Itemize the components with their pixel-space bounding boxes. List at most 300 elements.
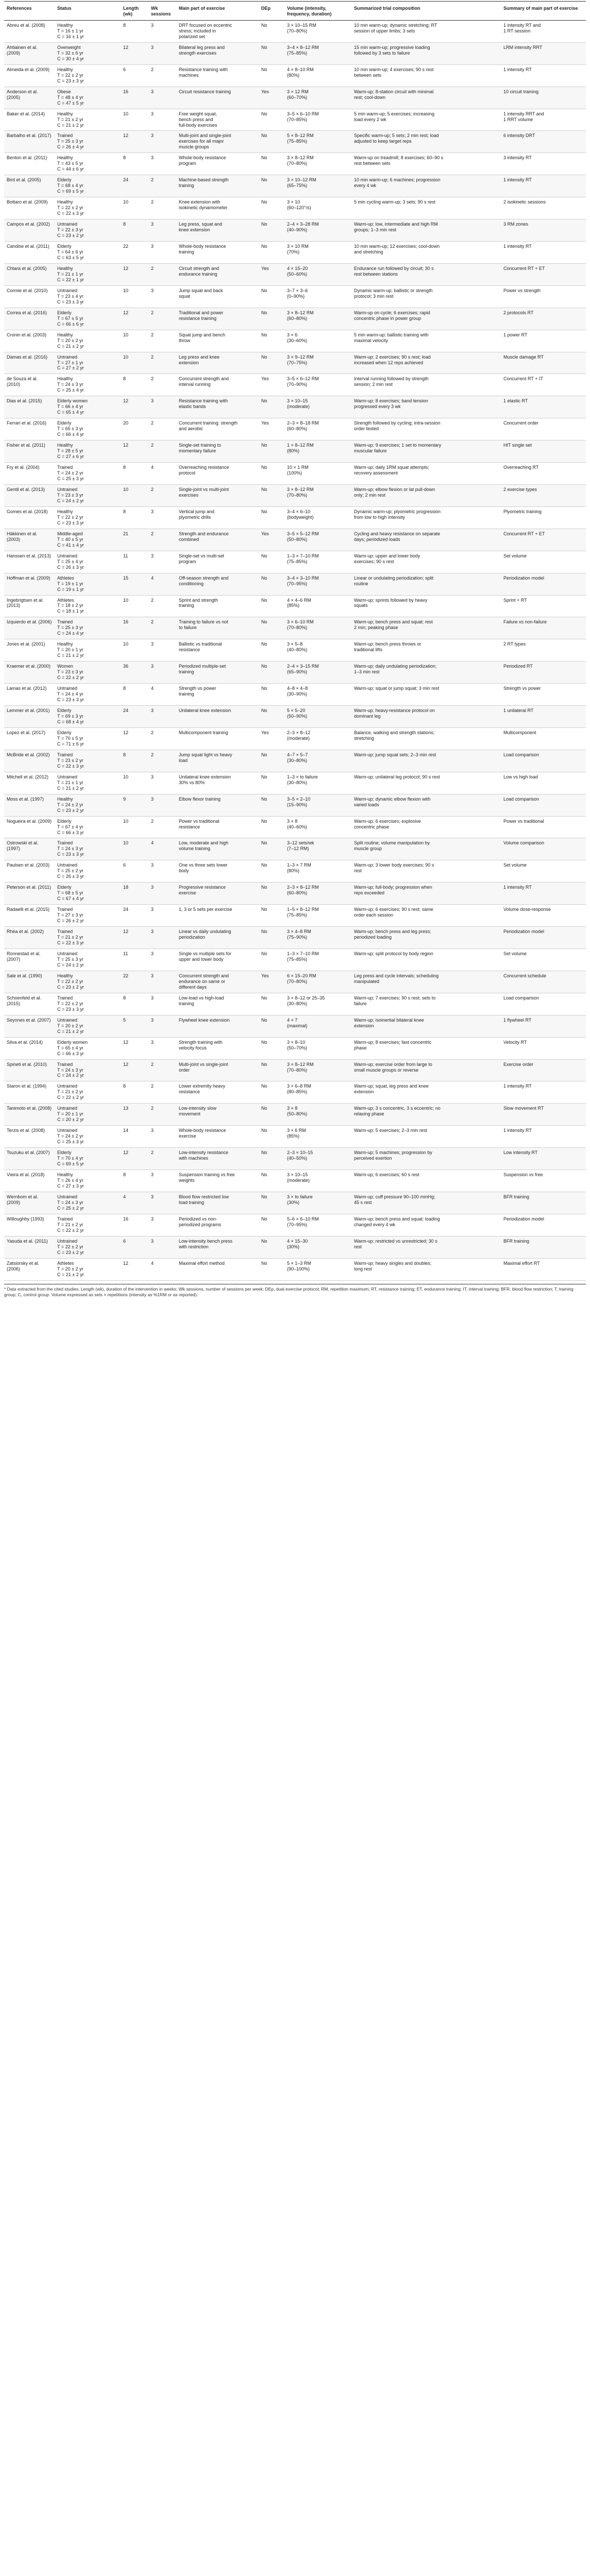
length-cell: 14 (121, 1126, 148, 1148)
composition-cell: Warm-up; 9 exercises; 1 set to momentary muscular failure (351, 440, 501, 463)
exercise-cell: Resistance training with machines (176, 64, 259, 87)
sessions-cell: 2 (148, 1059, 176, 1081)
composition-cell: Warm-up; 3 s concentric, 3 s eccentric; no relaxing phase (351, 1104, 501, 1126)
sessions-cell: 3 (148, 219, 176, 242)
composition-cell: 10 min warm-up; dynamic stretching; RT session of upper limbs; 3 sets (351, 20, 501, 42)
volume-cell: 3 × 8–12 RM (70–80%) (284, 153, 351, 175)
summary-cell: 1 elastic RT (501, 396, 586, 418)
column-header-sessions: Wk sessions (148, 2, 176, 21)
table-row (4, 285, 586, 308)
volume-cell: 3 × 10 (60–120°/s) (284, 197, 351, 219)
reference-cell: Terzis et al. (2008) (4, 1126, 55, 1148)
exercise-cell: Squat jump and bench throw (176, 330, 259, 352)
reference-cell: Izquierdo et al. (2006) (4, 617, 55, 639)
length-cell: 6 (121, 64, 148, 87)
status-cell: Obese T = 48 ± 4 yr C = 47 ± 5 yr (55, 87, 121, 109)
composition-cell: Warm-up; unilateral leg protocol; 90 s rest (351, 772, 501, 794)
reference-cell: Lopez et al. (2017) (4, 727, 55, 750)
table-row (4, 352, 586, 374)
reference-cell: Ahtiainen et al. (2009) (4, 42, 55, 64)
volume-cell: 4 × 7 (maximal) (284, 1015, 351, 1037)
reference-cell: Baker et al. (2014) (4, 109, 55, 131)
reference-cell: Damas et al. (2016) (4, 352, 55, 374)
column-header-length: Length (wk) (121, 2, 148, 21)
reference-cell: Benton et al. (2011) (4, 153, 55, 175)
summary-cell: Volume dose-response (501, 905, 586, 927)
reference-cell: Dias et al. (2015) (4, 396, 55, 418)
length-cell: 11 (121, 551, 148, 573)
composition-cell: Warm-up; daily 1RM squat attempts; recovery assessment (351, 463, 501, 485)
table-row (4, 20, 586, 42)
dep-cell: No (259, 484, 284, 506)
table-row (4, 418, 586, 440)
table-row (4, 639, 586, 662)
table-row (4, 1081, 586, 1104)
dep-cell: No (259, 463, 284, 485)
dep-cell: No (259, 1037, 284, 1059)
table-row (4, 1148, 586, 1170)
status-cell: Elderly T = 68 ± 5 yr C = 67 ± 4 yr (55, 883, 121, 905)
summary-cell: 1 intensity RT (501, 883, 586, 905)
summary-cell: Overreaching RT (501, 463, 586, 485)
exercise-cell: Leg press, squat and knee extension (176, 219, 259, 242)
exercise-cell: Leg press and knee extension (176, 352, 259, 374)
sessions-cell: 3 (148, 1170, 176, 1192)
length-cell: 8 (121, 993, 148, 1015)
table-row (4, 993, 586, 1015)
summary-cell: 3 intensity RT (501, 153, 586, 175)
volume-cell: 3 × 6 RM (85%) (284, 1126, 351, 1148)
sessions-cell: 2 (148, 727, 176, 750)
sessions-cell: 2 (148, 750, 176, 772)
length-cell: 11 (121, 949, 148, 971)
volume-cell: 2–3 × 10–15 (40–50%) (284, 1148, 351, 1170)
exercise-cell: Lower extremity heavy resistance (176, 1081, 259, 1104)
dep-cell: No (259, 595, 284, 617)
sessions-cell: 2 (148, 1104, 176, 1126)
table-row (4, 949, 586, 971)
dep-cell: No (259, 794, 284, 816)
status-cell: Trained T = 24 ± 3 yr C = 23 ± 3 yr (55, 838, 121, 860)
dep-cell: Yes (259, 263, 284, 285)
sessions-cell: 4 (148, 463, 176, 485)
dep-cell: No (259, 506, 284, 529)
reference-cell: Cronin et al. (2003) (4, 330, 55, 352)
exercise-cell: Circuit resistance training (176, 87, 259, 109)
table-row (4, 1015, 586, 1037)
composition-cell: Warm-up; bench press and leg press; periodized loading (351, 927, 501, 949)
summary-cell: Concurrent RT + ET (501, 529, 586, 551)
status-cell: Trained T = 27 ± 3 yr C = 26 ± 2 yr (55, 905, 121, 927)
volume-cell: 3 × 6–8 RM (80–85%) (284, 1081, 351, 1104)
reference-cell: Häkkinen et al. (2003) (4, 529, 55, 551)
volume-cell: 4–7 × 5–7 (30–80%) (284, 750, 351, 772)
dep-cell: Yes (259, 727, 284, 750)
reference-cell: Anderson et al. (2005) (4, 87, 55, 109)
volume-cell: 3 × 5–8 (40–80%) (284, 639, 351, 662)
reference-cell: Lamas et al. (2012) (4, 684, 55, 706)
volume-cell: 3 × 10–15 RM (70–80%) (284, 20, 351, 42)
table-header (4, 2, 586, 21)
summary-cell: Multicomponent (501, 727, 586, 750)
dep-cell: No (259, 838, 284, 860)
volume-cell: 6 × 15–20 RM (70–80%) (284, 971, 351, 993)
volume-cell: 5–6 × 6–10 RM (70–95%) (284, 1214, 351, 1236)
exercise-cell: Traditional and power resistance training (176, 308, 259, 330)
exercise-cell: Ballistic vs traditional resistance (176, 639, 259, 662)
status-cell: Elderly women T = 65 ± 4 yr C = 66 ± 3 yr (55, 1037, 121, 1059)
summary-cell: Load comparison (501, 794, 586, 816)
length-cell: 10 (121, 484, 148, 506)
volume-cell: 3 × 8 (40–60%) (284, 816, 351, 838)
volume-cell: 3–5 × 6–10 RM (70–85%) (284, 109, 351, 131)
volume-cell: 1–3 × 7–10 RM (75–85%) (284, 949, 351, 971)
summary-cell: 1 intensity RT (501, 1126, 586, 1148)
exercise-cell: Power vs traditional resistance (176, 816, 259, 838)
length-cell: 8 (121, 1081, 148, 1104)
reference-cell: Gomes et al. (2018) (4, 506, 55, 529)
reference-cell: McBride et al. (2002) (4, 750, 55, 772)
volume-cell: 1–3 × 7–10 RM (75–85%) (284, 551, 351, 573)
length-cell: 12 (121, 1148, 148, 1170)
reference-cell: Mitchell et al. (2012) (4, 772, 55, 794)
volume-cell: 3 × 10–12 RM (65–75%) (284, 175, 351, 197)
summary-cell: Periodized RT (501, 662, 586, 684)
summary-cell: Set volume (501, 949, 586, 971)
status-cell: Healthy T = 22 ± 2 yr C = 23 ± 3 yr (55, 64, 121, 87)
summary-cell: BFR training (501, 1192, 586, 1214)
exercise-cell: Elbow flexor training (176, 794, 259, 816)
reference-cell: Cormie et al. (2010) (4, 285, 55, 308)
dep-cell: No (259, 927, 284, 949)
summary-cell: Load comparison (501, 993, 586, 1015)
length-cell: 12 (121, 42, 148, 64)
volume-cell: 2–3 × 8–18 RM (60–80%) (284, 418, 351, 440)
composition-cell: Warm-up; 8 exercises; band tension progressed every 3 wk (351, 396, 501, 418)
sessions-cell: 2 (148, 263, 176, 285)
sessions-cell: 2 (148, 418, 176, 440)
composition-cell: Cycling and heavy resistance on separate days; periodized loads (351, 529, 501, 551)
length-cell: 10 (121, 285, 148, 308)
summary-cell: Sprint + RT (501, 595, 586, 617)
dep-cell: No (259, 109, 284, 131)
length-cell: 10 (121, 595, 148, 617)
dep-cell: No (259, 330, 284, 352)
volume-cell: 4 × 15–20 (50–60%) (284, 263, 351, 285)
table-row (4, 440, 586, 463)
exercise-cell: Multi-joint vs single-joint order (176, 1059, 259, 1081)
reference-cell: Seynnes et al. (2007) (4, 1015, 55, 1037)
table-row (4, 1037, 586, 1059)
length-cell: 4 (121, 1192, 148, 1214)
table-row (4, 506, 586, 529)
status-cell: Untrained T = 24 ± 4 yr C = 23 ± 3 yr (55, 684, 121, 706)
dep-cell: No (259, 639, 284, 662)
composition-cell: Warm-up; split protocol by body region (351, 949, 501, 971)
summary-cell: 1 intensity RT (501, 64, 586, 87)
volume-cell: 3 × 8–12 RM (70–80%) (284, 484, 351, 506)
status-cell: Untrained T = 22 ± 3 yr C = 23 ± 2 yr (55, 219, 121, 242)
status-cell: Middle-aged T = 40 ± 5 yr C = 41 ± 4 yr (55, 529, 121, 551)
dep-cell: No (259, 440, 284, 463)
composition-cell: 5 min warm-up; ballistic training with maximal velocity (351, 330, 501, 352)
table-row (4, 971, 586, 993)
table-row (4, 219, 586, 242)
dep-cell: No (259, 905, 284, 927)
table-row (4, 1214, 586, 1236)
composition-cell: Endurance run followed by circuit; 30 s rest between stations (351, 263, 501, 285)
reference-cell: Nogueira et al. (2009) (4, 816, 55, 838)
composition-cell: Specific warm-up; 5 sets; 2 min rest; load adjusted to keep target reps (351, 131, 501, 153)
sessions-cell: 2 (148, 197, 176, 219)
sessions-cell: 4 (148, 684, 176, 706)
volume-cell: 1–5 × 8–12 RM (75–85%) (284, 905, 351, 927)
dep-cell: Yes (259, 529, 284, 551)
reference-cell: Wernbom et al. (2009) (4, 1192, 55, 1214)
composition-cell: Warm-up; 6 exercises; explosive concentric phase (351, 816, 501, 838)
dep-cell: No (259, 219, 284, 242)
status-cell: Untrained T = 23 ± 4 yr C = 23 ± 3 yr (55, 285, 121, 308)
dep-cell: No (259, 551, 284, 573)
composition-cell: Warm-up; jump squat sets; 2–3 min rest (351, 750, 501, 772)
composition-cell: Linear or undulating periodization; split routine (351, 573, 501, 595)
sessions-cell: 3 (148, 506, 176, 529)
exercise-cell: Strength vs power training (176, 684, 259, 706)
status-cell: Untrained T = 25 ± 3 yr C = 24 ± 2 yr (55, 949, 121, 971)
reference-cell: Moss et al. (1997) (4, 794, 55, 816)
sessions-cell: 3 (148, 131, 176, 153)
status-cell: Elderly women T = 66 ± 4 yr C = 65 ± 4 yr (55, 396, 121, 418)
table-row (4, 794, 586, 816)
volume-cell: 3–5 × 6–12 RM (70–90%) (284, 374, 351, 396)
exercise-cell: Single-set training to momentary failure (176, 440, 259, 463)
table-row (4, 1236, 586, 1258)
exercise-cell: Low-load vs high-load training (176, 993, 259, 1015)
summary-cell: 6 intensity DRT (501, 131, 586, 153)
table-row (4, 772, 586, 794)
sessions-cell: 4 (148, 838, 176, 860)
dep-cell: No (259, 1015, 284, 1037)
exercise-cell: Unilateral knee extension (176, 706, 259, 728)
composition-cell: Warm-up; exercise order from large to small muscle groups or reverse (351, 1059, 501, 1081)
length-cell: 8 (121, 153, 148, 175)
summary-cell: Concurrent RT + IT (501, 374, 586, 396)
reference-cell: Tsuzuku et al. (2007) (4, 1148, 55, 1170)
status-cell: Untrained T = 25 ± 4 yr C = 26 ± 3 yr (55, 551, 121, 573)
volume-cell: 3–5 × 2–10 (15–90%) (284, 794, 351, 816)
dep-cell: No (259, 684, 284, 706)
dep-cell: No (259, 993, 284, 1015)
exercise-cell: Multicomponent training (176, 727, 259, 750)
dep-cell: No (259, 883, 284, 905)
reference-cell: Willoughby (1993) (4, 1214, 55, 1236)
status-cell: Elderly T = 70 ± 5 yr C = 71 ± 6 yr (55, 727, 121, 750)
volume-cell: 3 × 12 RM (60–70%) (284, 87, 351, 109)
length-cell: 8 (121, 506, 148, 529)
length-cell: 10 (121, 109, 148, 131)
volume-cell: 3–4 × 6–10 (bodyweight) (284, 506, 351, 529)
exercise-cell: Suspension training vs free weights (176, 1170, 259, 1192)
composition-cell: Balance, walking and strength stations; stretching (351, 727, 501, 750)
summary-cell: 2 protocols RT (501, 308, 586, 330)
composition-cell: Warm-up; cuff pressure 90–100 mmHg; 45 s rest (351, 1192, 501, 1214)
sessions-cell: 3 (148, 1214, 176, 1236)
dep-cell: No (259, 772, 284, 794)
length-cell: 10 (121, 352, 148, 374)
sessions-cell: 3 (148, 396, 176, 418)
volume-cell: 3–4 × 3–10 RM (70–95%) (284, 573, 351, 595)
table-row (4, 1104, 586, 1126)
composition-cell: Warm-up; restricted vs unrestricted; 30 s rest (351, 1236, 501, 1258)
status-cell: Trained T = 25 ± 3 yr C = 24 ± 4 yr (55, 617, 121, 639)
composition-cell: 15 min warm-up; progressive loading followed by 3 sets to failure (351, 42, 501, 64)
length-cell: 12 (121, 308, 148, 330)
status-cell: Trained T = 24 ± 3 yr C = 24 ± 2 yr (55, 1059, 121, 1081)
summary-cell: Power vs strength (501, 285, 586, 308)
summary-cell: 1 intensity RRT and 1 RRT volume (501, 109, 586, 131)
sessions-cell: 2 (148, 352, 176, 374)
reference-cell: Fisher et al. (2011) (4, 440, 55, 463)
sessions-cell: 2 (148, 529, 176, 551)
dep-cell: No (259, 1059, 284, 1081)
summary-cell: Suspension vs free (501, 1170, 586, 1192)
volume-cell: 3 × 9–12 RM (70–75%) (284, 352, 351, 374)
exercise-cell: Bilateral leg press and strength exercises (176, 42, 259, 64)
exercise-cell: Concurrent strength and interval running (176, 374, 259, 396)
sessions-cell: 3 (148, 949, 176, 971)
composition-cell: Warm-up; bench press and squat; loading changed every 4 wk (351, 1214, 501, 1236)
exercise-cell: Overreaching resistance protocol (176, 463, 259, 485)
composition-cell: Warm-up on cycle; 6 exercises; rapid concentric phase in power group (351, 308, 501, 330)
exercise-cell: Strength and endurance combined (176, 529, 259, 551)
length-cell: 12 (121, 1258, 148, 1280)
sessions-cell: 3 (148, 1236, 176, 1258)
length-cell: 9 (121, 794, 148, 816)
exercise-cell: Concurrent strength and endurance on same or different days (176, 971, 259, 993)
composition-cell: Warm-up; heavy singles and doubles; long rest (351, 1258, 501, 1280)
reference-cell: Ronnestad et al. (2007) (4, 949, 55, 971)
composition-cell: Interval running followed by strength session; 2 min rest (351, 374, 501, 396)
summary-cell: 1 intensity RT and 1 RT session (501, 20, 586, 42)
status-cell: Untrained T = 20 ± 1 yr C = 20 ± 2 yr (55, 1104, 121, 1126)
reference-cell: Kraemer et al. (2000) (4, 662, 55, 684)
table-row (4, 87, 586, 109)
volume-cell: 4–8 × 4–8 (30–90%) (284, 684, 351, 706)
volume-cell: 2–3 × 8–12 (moderate) (284, 727, 351, 750)
table-row (4, 727, 586, 750)
volume-cell: 3 × 10 RM (70%) (284, 242, 351, 264)
composition-cell: 10 min warm-up; 4 exercises; 90 s rest between sets (351, 64, 501, 87)
exercise-cell: Multi-joint and single-joint exercises for all major muscle groups (176, 131, 259, 153)
length-cell: 20 (121, 418, 148, 440)
summary-cell: Periodization model (501, 927, 586, 949)
table-row (4, 242, 586, 264)
sessions-cell: 4 (148, 573, 176, 595)
exercise-cell: Periodized multiple-set training (176, 662, 259, 684)
status-cell: Trained T = 22 ± 2 yr C = 23 ± 3 yr (55, 993, 121, 1015)
sessions-cell: 3 (148, 662, 176, 684)
length-cell: 10 (121, 330, 148, 352)
table-row (4, 838, 586, 860)
dep-cell: Yes (259, 87, 284, 109)
status-cell: Untrained T = 23 ± 3 yr C = 24 ± 2 yr (55, 484, 121, 506)
reference-cell: Barbalho et al. (2017) (4, 131, 55, 153)
table-row (4, 860, 586, 883)
length-cell: 16 (121, 1214, 148, 1236)
composition-cell: Warm-up; bench press and squat; rest 2 min; peaking phase (351, 617, 501, 639)
summary-cell: Concurrent RT + ET (501, 263, 586, 285)
table-row (4, 374, 586, 396)
sessions-cell: 3 (148, 905, 176, 927)
reference-cell: Bird et al. (2005) (4, 175, 55, 197)
table-row (4, 617, 586, 639)
composition-cell: Warm-up; 5 machines; progression by perceived exertion (351, 1148, 501, 1170)
dep-cell: No (259, 1214, 284, 1236)
table-row (4, 42, 586, 64)
dep-cell: No (259, 949, 284, 971)
composition-cell: Warm-up; sprints followed by heavy squats (351, 595, 501, 617)
sessions-cell: 3 (148, 20, 176, 42)
volume-cell: 3 × to failure (30%) (284, 1192, 351, 1214)
status-cell: Healthy T = 24 ± 2 yr C = 23 ± 2 yr (55, 794, 121, 816)
volume-cell: 4 × 4–6 RM (85%) (284, 595, 351, 617)
column-header-summary: Summary of main part of exercise (501, 2, 586, 21)
dep-cell: No (259, 1236, 284, 1258)
status-cell: Trained T = 23 ± 2 yr C = 22 ± 3 yr (55, 750, 121, 772)
summary-cell: Periodization model (501, 573, 586, 595)
table-row (4, 197, 586, 219)
sessions-cell: 3 (148, 927, 176, 949)
volume-cell: 1–3 × to failure (30–80%) (284, 772, 351, 794)
sessions-cell: 2 (148, 175, 176, 197)
composition-cell: Warm-up; 6 exercises; 60 s rest (351, 1170, 501, 1192)
sessions-cell: 3 (148, 87, 176, 109)
composition-cell: Leg press and cycle intervals; scheduling manipulated (351, 971, 501, 993)
composition-cell: Warm-up; heavy-resistance protocol on dominant leg (351, 706, 501, 728)
table-row (4, 750, 586, 772)
dep-cell: No (259, 42, 284, 64)
header-row (4, 2, 586, 21)
summary-cell: Low vs high load (501, 772, 586, 794)
volume-cell: 3 × 6–10 RM (70–80%) (284, 617, 351, 639)
volume-cell: 5 × 8–12 RM (75–85%) (284, 131, 351, 153)
sessions-cell: 2 (148, 1081, 176, 1104)
sessions-cell: 3 (148, 285, 176, 308)
exercise-cell: Single vs multiple sets for upper and lower body (176, 949, 259, 971)
length-cell: 12 (121, 927, 148, 949)
length-cell: 21 (121, 529, 148, 551)
dep-cell: Yes (259, 971, 284, 993)
dep-cell: No (259, 1170, 284, 1192)
reference-cell: Hoffman et al. (2009) (4, 573, 55, 595)
status-cell: Overweight T = 32 ± 6 yr C = 30 ± 4 yr (55, 42, 121, 64)
reference-cell: Tanimoto et al. (2008) (4, 1104, 55, 1126)
sessions-cell: 3 (148, 1192, 176, 1214)
summary-cell: Concurrent schedule (501, 971, 586, 993)
dep-cell: No (259, 1081, 284, 1104)
status-cell: Untrained T = 24 ± 2 yr C = 25 ± 3 yr (55, 1126, 121, 1148)
dep-cell: No (259, 1192, 284, 1214)
sessions-cell: 2 (148, 374, 176, 396)
length-cell: 10 (121, 639, 148, 662)
table-row (4, 330, 586, 352)
length-cell: 10 (121, 838, 148, 860)
column-header-status: Status (55, 2, 121, 21)
table-row (4, 308, 586, 330)
summary-cell: Plyometric training (501, 506, 586, 529)
table-row (4, 463, 586, 485)
reference-cell: Almeida et al. (2009) (4, 64, 55, 87)
